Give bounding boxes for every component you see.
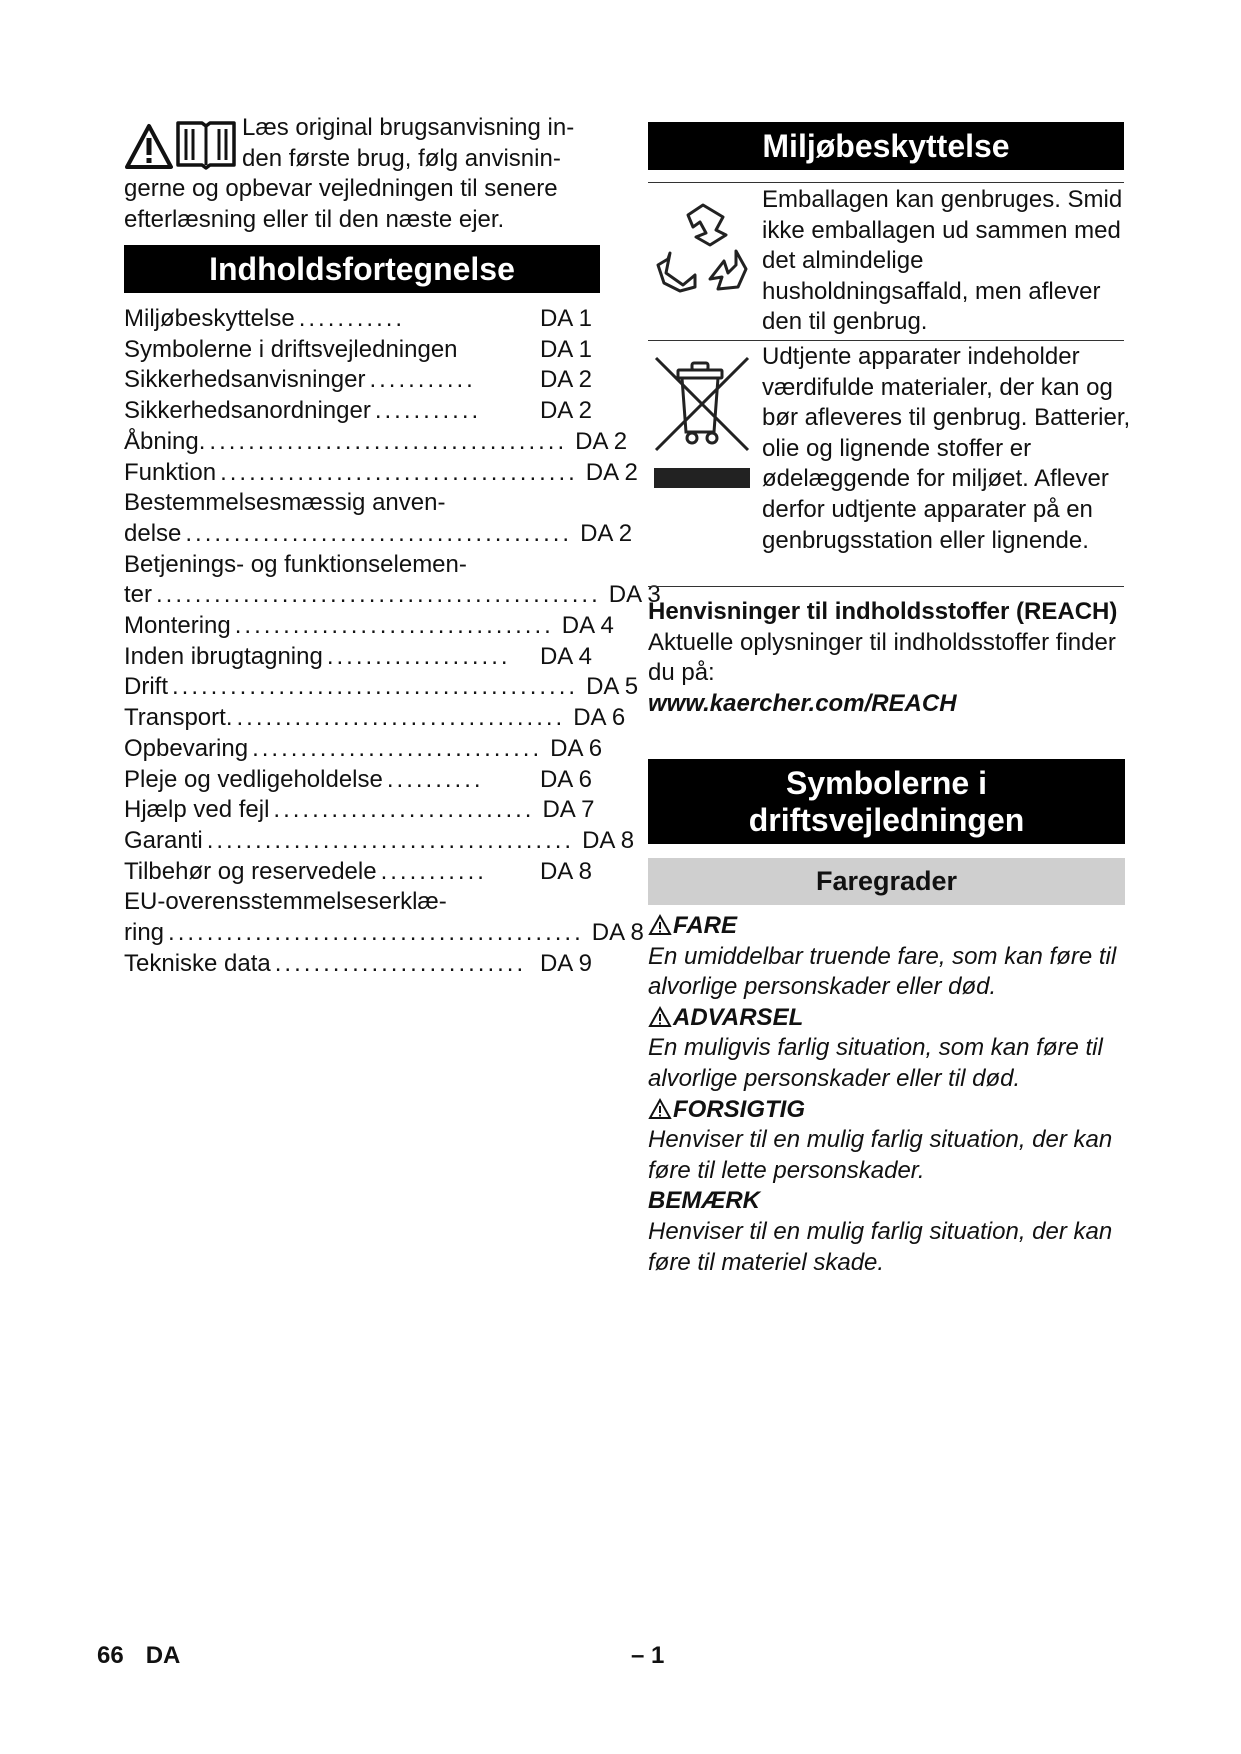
divider: [648, 586, 1124, 587]
hazard-name: FORSIGTIG: [673, 1095, 805, 1123]
weee-row: [648, 342, 1131, 582]
hazard-levels: [648, 911, 1126, 1278]
toc-entry[interactable]: Tilbehør og reservedele ........... DA 8: [124, 857, 592, 885]
reach-link[interactable]: www.kaercher.com/REACH: [648, 689, 957, 717]
intro-line-1: Læs original brugsanvisning in-: [242, 114, 575, 141]
toc-entry[interactable]: Funktion ..................................... DA 2: [124, 458, 638, 486]
warning-icon: [648, 1099, 672, 1119]
page-number: 66: [97, 1642, 124, 1669]
hazard-description: Henviser til en mulig farlig situation, der kan føre til lette personskader.: [648, 1126, 1113, 1184]
toc-entry[interactable]: Opbevaring .............................. DA 6: [124, 734, 603, 762]
table-of-contents: [124, 304, 661, 979]
language-code: DA: [145, 1642, 181, 1669]
warning-icon: [127, 126, 171, 167]
intro-rest: gerne og opbevar vejledningen til senere efterlæsning eller til den næste ejer.: [124, 175, 558, 233]
toc-entry[interactable]: Pleje og vedligeholdelse .......... DA 6: [124, 765, 592, 793]
page-footer-left: [97, 1642, 180, 1670]
reach-section: [648, 597, 1126, 719]
hazard-name: FARE: [673, 912, 738, 939]
toc-entry[interactable]: Symbolerne i driftsvejledningen DA 1: [124, 335, 592, 363]
symbols-title-line-1: Symbolerne i: [786, 764, 987, 801]
toc-entry[interactable]: Garanti ...................................... DA 8: [124, 826, 635, 854]
manual-book-icon: [178, 123, 234, 168]
weee-text: Udtjente apparater indeholder værdifulde materialer, der kan og bør afleveres til genbrug. Batterier, olie og lignende stoffer er ødelæggende for miljøet. Aflever derfor udtjente apparater på en genbrugsstation eller lignende.: [762, 343, 1131, 554]
hazard-name: BEMÆRK: [648, 1187, 760, 1215]
hazard-level-fare: [648, 911, 1126, 1003]
reach-heading: Henvisninger til indholdsstoffer (REACH): [648, 598, 1118, 625]
toc-entry[interactable]: Betjenings- og funktionselemen- ter .............................................. DA 3: [124, 550, 661, 609]
hazard-level-bemaerk: [648, 1186, 1126, 1278]
toc-title: Indholdsfortegnelse: [124, 245, 600, 293]
hazard-level-advarsel: [648, 1003, 1126, 1095]
hazard-level-forsigtig: [648, 1095, 1126, 1187]
warning-icon: [648, 1007, 672, 1027]
toc-entry[interactable]: Montering ................................. DA 4: [124, 612, 614, 640]
intro-notice: [124, 113, 600, 235]
section-page-number: – 1: [631, 1642, 665, 1669]
reach-text: Aktuelle oplysninger til indholdsstoffer finder du på:: [648, 628, 1116, 687]
warning-icon: [648, 915, 672, 935]
intro-line-2: den første brug, følg anvisnin-: [242, 144, 561, 172]
hazard-description: Henviser til en mulig farlig situation, der kan føre til materiel skade.: [648, 1217, 1113, 1276]
toc-entry[interactable]: Transport. .................................. DA 6: [124, 704, 626, 732]
intro-icons: [124, 117, 242, 173]
recycle-icon: [648, 185, 758, 310]
toc-entry[interactable]: Drift .......................................... DA 5: [124, 673, 639, 701]
toc-entry[interactable]: Bestemmelsesmæssig anven- delse ........................................ DA 2: [124, 489, 633, 547]
toc-entry[interactable]: Hjælp ved fejl ........................... DA 7: [124, 796, 595, 824]
symbols-title-line-2: driftsvejledningen: [748, 801, 1025, 838]
toc-entry[interactable]: Åbning. ..................................... DA 2: [124, 427, 628, 455]
toc-entry[interactable]: Inden ibrugtagning ................... DA 4: [124, 642, 592, 670]
hazard-levels-subtitle: Faregrader: [648, 858, 1125, 905]
toc-entry[interactable]: Miljøbeskyttelse ........... DA 1: [124, 305, 592, 332]
hazard-description: En umiddelbar truende fare, som kan føre til alvorlige personskader eller død.: [648, 942, 1117, 1001]
symbols-title: [648, 759, 1125, 844]
environment-title: Miljøbeskyttelse: [648, 122, 1124, 170]
toc-entry[interactable]: Tekniske data .......................... DA 9: [124, 949, 592, 977]
crossed-bin-icon: [648, 342, 758, 495]
divider: [648, 340, 1124, 341]
packaging-row: [648, 185, 1126, 337]
toc-entry[interactable]: Sikkerhedsanordninger ........... DA 2: [124, 397, 592, 425]
hazard-name: ADVARSEL: [673, 1003, 804, 1031]
toc-entry[interactable]: Sikkerhedsanvisninger ........... DA 2: [124, 366, 592, 394]
toc-entry[interactable]: EU-overensstemmelseserklæ- ring ........................................... DA 8: [124, 888, 644, 947]
hazard-description: En muligvis farlig situation, som kan føre til alvorlige personskader eller til død.: [648, 1034, 1103, 1092]
divider: [648, 182, 1124, 183]
packaging-text: Emballagen kan genbruges. Smid ikke emballagen ud sammen med det almindelige husholdningsaffald, men aflever den til genbrug.: [762, 186, 1123, 336]
